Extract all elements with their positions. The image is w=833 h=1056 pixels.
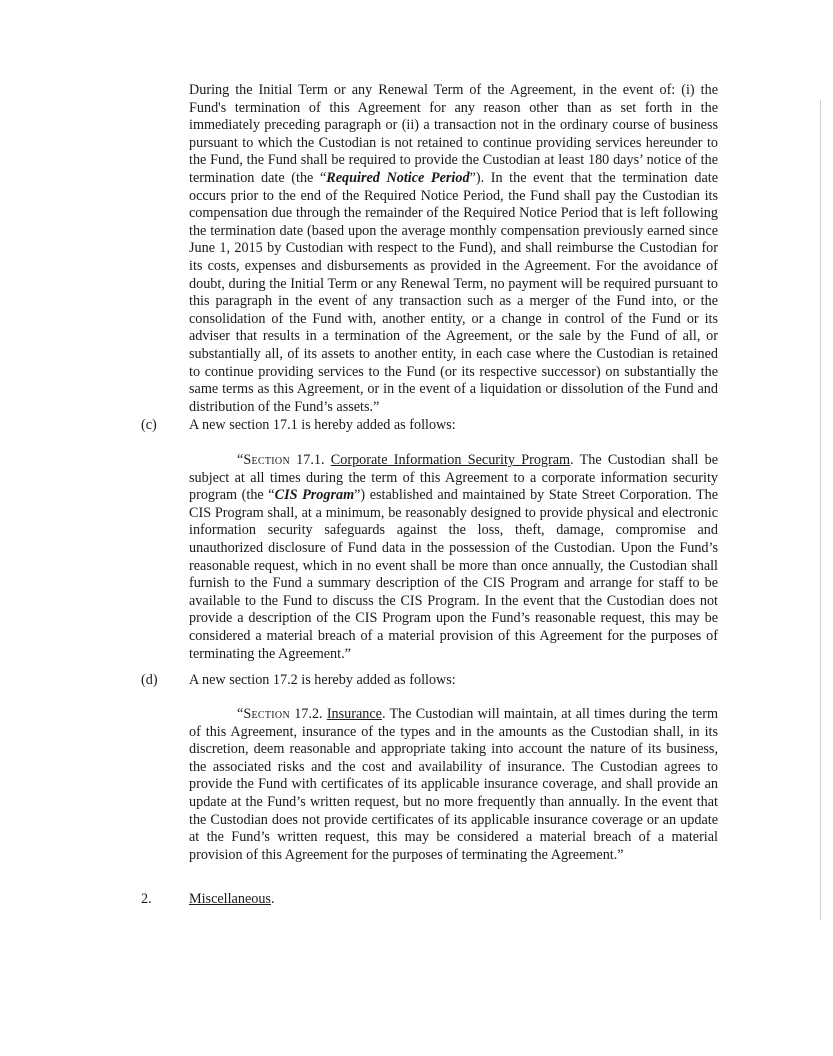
section-17-2-paragraph [189, 706, 718, 864]
section-heading-insurance: Insurance [326, 706, 382, 722]
item-d-lead: A new section 17.2 is hereby added as follows: [189, 672, 456, 688]
section-number: 17.2. [289, 706, 327, 722]
termination-text-1: During the Initial Term or any Renewal Term of the Agreement, in the event of: (i) the Fund's termination of this Agreement for any reason other than as set forth in the immediately preceding paragraph or (ii) a transaction not in the ordinary course of business pursuant to which the Custodian is not retained to continue providing services hereunder to the Fund, the Fund shall be required to provide the Custodian at least 180 days’ notice of the termination date (the “ [189, 82, 718, 186]
open-quote: “ [237, 452, 244, 468]
defined-term-cis-program: CIS Program [274, 487, 355, 504]
open-quote: “ [237, 706, 244, 722]
section-heading-cis: Corporate Information Security Program [330, 452, 571, 468]
section-17-1-paragraph [189, 452, 718, 663]
section-17-1-text-2: ”) established and maintained by State Street Corporation. The CIS Program shall, at a minimum, be reasonably designed to provide physical and electronic information security safeguards against the loss, theft, damage, compromise and unauthorized disclosure of Fund data in the possession of the Custodian. Upon the Fund’s reasonable request, which in no event shall be more than once annually, the Custodian shall furnish to the Fund a summary description of the CIS Program and arrange for staff to be available to the Fund to discuss the CIS Program. In the event that the Custodian does not provide a description of the CIS Program upon the Fund’s reasonable request, this may be considered a material breach of a material provision of this Agreement for the purposes of terminating the Agreement.” [189, 487, 718, 662]
defined-term-required-notice-period: Required Notice Period [326, 169, 470, 186]
section-word: Section [243, 706, 290, 722]
section-number: 17.1. [289, 452, 331, 468]
termination-text-2: ”). In the event that the termination date occurs prior to the end of the Required Notice Period, the Fund shall pay the Custodian its compensation due through the remainder of the Required Notice Period that is left following the termination date (based upon the average monthly compensation previously earned since June 1, 2015 by Custodian with respect to the Fund), and shall reimburse the Custodian for its costs, expenses and disbursements as provided in the Agreement. For the avoidance of doubt, during the Initial Term or any Renewal Term, no payment will be required pursuant to this paragraph in the event of any transaction such as a merger of the Fund into, or the consolidation of the Fund with, another entity, or a change in control of the Fund or its adviser that results in a termination of the Agreement, or the sale by the Fund of all, or substantially all, of its assets to another entity, in each case where the Custodian is retained to continue providing services to the Fund (or its respective successor) on substantially the same terms as this Agreement, or in the event of a liquidation or dissolution of the Fund and distribution of the Fund’s assets.” [189, 169, 718, 415]
section-word: Section [243, 452, 290, 468]
scan-edge-mark [820, 100, 821, 920]
section-17-2-text: . The Custodian will maintain, at all times during the term of this Agreement, insurance of the types and in the amounts as the Custodian shall, in its discretion, deem reasonable and appropriate taking into account the nature of its business, the associated risks and the cost and availability of insurance. The Custodian agrees to provide the Fund with certificates of its applicable insurance coverage, and shall provide an update at the Fund’s written request, but no more frequently than annually. In the event that the Custodian does not provide certificates of its applicable insurance coverage or an update at the Fund’s written request, this may be considered a material breach of a material provision of this Agreement for the purposes of terminating the Agreement.” [189, 706, 718, 863]
item-c-lead: A new section 17.1 is hereby added as follows: [189, 417, 456, 433]
miscellaneous-heading-text: Miscellaneous [189, 891, 271, 907]
heading-period: . [270, 891, 275, 907]
item-d-number: (d) [141, 672, 158, 688]
section-17-1-text-1: . The Custodian shall be subject at all times during the term of this Agreement to a corporate information security program (the “ [189, 452, 718, 504]
termination-paragraph [189, 82, 718, 416]
item-c-number: (c) [141, 417, 157, 433]
item-2-number: 2. [141, 891, 152, 907]
miscellaneous-heading [189, 891, 275, 909]
